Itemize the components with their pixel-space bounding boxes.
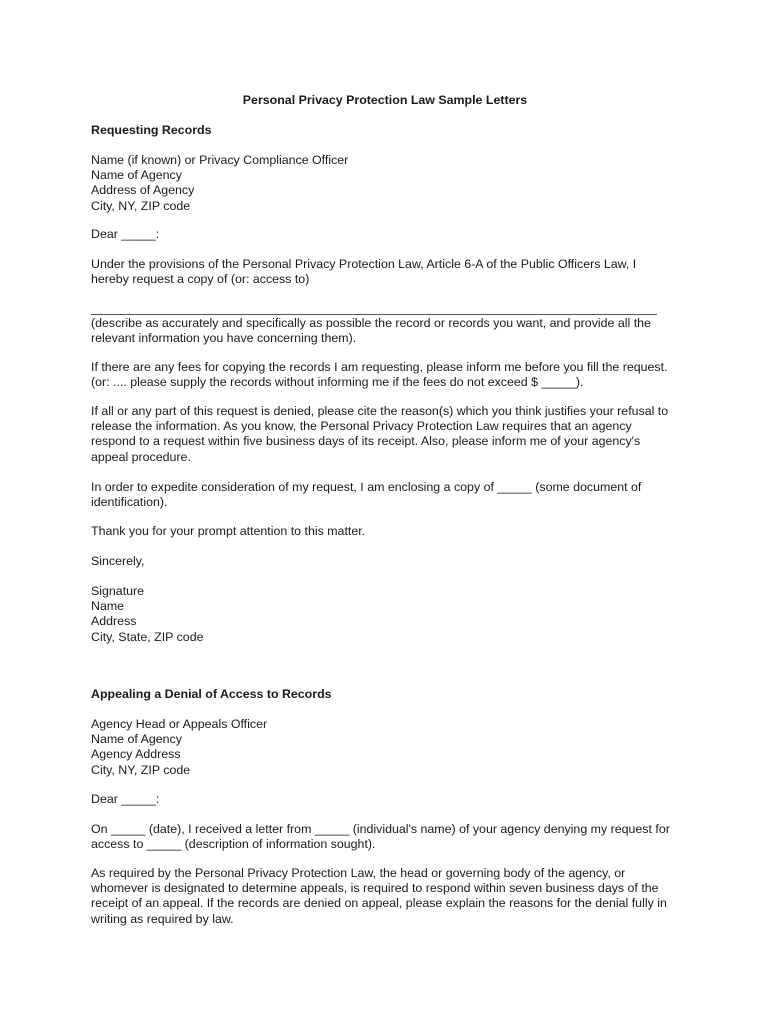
address-line: Name (if known) or Privacy Compliance Officer xyxy=(91,153,349,167)
address-line: Name of Agency xyxy=(91,732,182,747)
paragraph-denial xyxy=(91,404,691,465)
paragraph-line: relevant information you have concerning them). xyxy=(91,331,357,346)
paragraph-line: If all or any part of this request is denied, please cite the reason(s) which you think justifies your refusal to xyxy=(91,404,669,418)
paragraph-line: receipt of an appeal. If the records are denied on appeal, please explain the reasons for the denial fully in xyxy=(91,896,667,911)
paragraph-request xyxy=(91,257,691,287)
salutation: Dear _____: xyxy=(91,227,160,241)
fill-in-blank-line xyxy=(91,314,657,315)
address-line: Agency Address xyxy=(91,747,181,762)
paragraph-fees xyxy=(91,360,691,390)
paragraph-line: (describe as accurately and specifically as possible the record or records you want, and provide all the xyxy=(91,316,651,330)
paragraph-appeal-requirements xyxy=(91,866,691,927)
signature-line: Address xyxy=(91,614,137,629)
paragraph-line: (or: .... please supply the records without informing me if the fees do not exceed $ _____). xyxy=(91,375,584,390)
paragraph-appeal-received xyxy=(91,822,691,852)
signature-line: City, State, ZIP code xyxy=(91,629,204,644)
address-line: City, NY, ZIP code xyxy=(91,762,191,777)
closing: Sincerely, xyxy=(91,554,145,568)
document-title: Personal Privacy Protection Law Sample Letters xyxy=(242,93,528,107)
address-line: Address of Agency xyxy=(91,183,195,198)
address-line: Agency Head or Appeals Officer xyxy=(91,717,268,731)
paragraph-line: respond to a request within five business days of its receipt. Also, please inform me of your agency's xyxy=(91,434,641,449)
recipient-address xyxy=(91,153,691,214)
paragraph-line: hereby request a copy of (or: access to) xyxy=(91,272,310,287)
paragraph-line: In order to expedite consideration of my request, I am enclosing a copy of _____ (some document of xyxy=(91,480,642,494)
paragraph-identification xyxy=(91,480,691,510)
signature-line: Signature xyxy=(91,584,145,598)
paragraph-thank-you: Thank you for your prompt attention to this matter. xyxy=(91,524,366,538)
paragraph-line: On _____ (date), I received a letter from _____ (individual's name) of your agency denying my request for xyxy=(91,822,670,836)
section-heading-appeal: Appealing a Denial of Access to Records xyxy=(91,687,332,701)
address-line: Name of Agency xyxy=(91,168,182,183)
paragraph-line: identification). xyxy=(91,495,168,510)
paragraph-line: If there are any fees for copying the records I am requesting, please inform me before you fill the request. xyxy=(91,360,668,374)
address-line: City, NY, ZIP code xyxy=(91,198,191,213)
paragraph-line: appeal procedure. xyxy=(91,449,191,464)
section-heading-requesting-records: Requesting Records xyxy=(91,123,212,137)
paragraph-line: release the information. As you know, the Personal Privacy Protection Law requires that an agency xyxy=(91,419,632,434)
paragraph-describe-records xyxy=(91,316,691,346)
appeal-salutation: Dear _____: xyxy=(91,792,160,806)
signature-block xyxy=(91,584,691,645)
paragraph-line: writing as required by law. xyxy=(91,911,234,926)
paragraph-line: whomever is designated to determine appeals, is required to respond within seven business days of the xyxy=(91,881,659,896)
appeal-recipient-address xyxy=(91,717,691,778)
signature-line: Name xyxy=(91,599,125,614)
paragraph-line: Under the provisions of the Personal Privacy Protection Law, Article 6-A of the Public Officers Law, I xyxy=(91,257,637,271)
paragraph-line: As required by the Personal Privacy Protection Law, the head or governing body of the agency, or xyxy=(91,866,626,880)
paragraph-line: access to _____ (description of information sought). xyxy=(91,837,376,852)
